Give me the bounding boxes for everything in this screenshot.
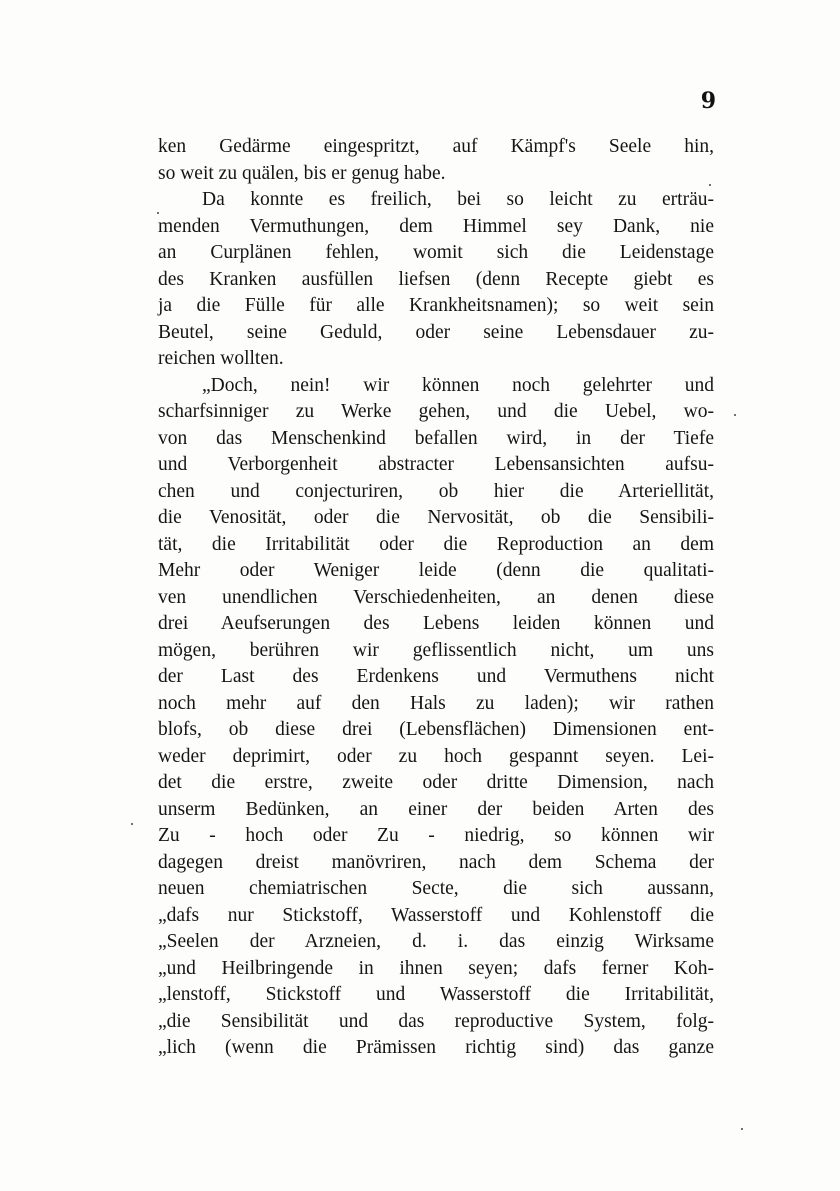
text-line: neuen chemiatrischen Secte, die sich aussann, xyxy=(158,878,714,899)
scan-speck xyxy=(131,823,133,825)
text-line: reichen wollten. xyxy=(158,348,284,369)
text-line: der Last des Erdenkens und Vermuthens nicht xyxy=(158,666,714,687)
text-line: „lich (wenn die Prämissen richtig sind) das ganze xyxy=(158,1037,714,1058)
text-line: von das Menschenkind befallen wird, in der Tiefe xyxy=(158,427,714,449)
text-line: die Venosität, oder die Nervosität, ob die Sensibili- xyxy=(158,507,714,528)
text-line: det die erstre, zweite oder dritte Dimension, nach xyxy=(158,772,714,793)
text-line: „Doch, nein! wir können noch gelehrter und xyxy=(202,374,714,396)
text-line: ken Gedärme eingespritzt, auf Kämpf's Seele hin, xyxy=(158,136,714,157)
text-line: des Kranken ausfüllen liefsen (denn Recepte giebt es xyxy=(158,268,714,290)
text-line: „Seelen der Arzneien, d. i. das einzig Wirksame xyxy=(158,931,714,952)
text-line: Beutel, seine Geduld, oder seine Lebensdauer zu- xyxy=(158,321,714,343)
text-line: unserm Bedünken, an einer der beiden Arten des xyxy=(158,798,714,820)
text-line: Da konnte es freilich, bei so leicht zu erträu- xyxy=(202,189,714,210)
scan-speck xyxy=(157,212,159,214)
text-line: Mehr oder Weniger leide (denn die qualitati- xyxy=(158,560,714,581)
text-line: menden Vermuthungen, dem Himmel sey Dank, nie xyxy=(158,215,714,237)
text-line: drei Aeufserungen des Lebens leiden können und xyxy=(158,613,714,634)
scan-speck xyxy=(709,184,711,186)
text-line: noch mehr auf den Hals zu laden); wir rathen xyxy=(158,692,714,714)
text-line: blofs, ob diese drei (Lebensflächen) Dimensionen ent- xyxy=(158,719,714,740)
text-line: tät, die Irritabilität oder die Reproduction an dem xyxy=(158,533,714,555)
scan-speck xyxy=(734,414,736,416)
text-line: und Verborgenheit abstracter Lebensansichten aufsu- xyxy=(158,454,714,475)
text-line: so weit zu quälen, bis er genug habe. xyxy=(158,162,446,184)
page-number: 9 xyxy=(700,88,716,114)
text-line: „lenstoff, Stickstoff und Wasserstoff die Irritabilität, xyxy=(158,984,714,1005)
text-line: weder deprimirt, oder zu hoch gespannt seyen. Lei- xyxy=(158,745,714,767)
text-line: ja die Fülle für alle Krankheitsnamen); so weit sein xyxy=(158,295,714,316)
text-line: „die Sensibilität und das reproductive System, folg- xyxy=(158,1010,714,1032)
text-line: mögen, berühren wir geflissentlich nicht, um uns xyxy=(158,639,714,661)
text-line: Zu - hoch oder Zu - niedrig, so können wir xyxy=(158,825,714,846)
text-line: „und Heilbringende in ihnen seyen; dafs ferner Koh- xyxy=(158,957,714,979)
text-line: scharfsinniger zu Werke gehen, und die Uebel, wo- xyxy=(158,401,714,422)
text-line: chen und conjecturiren, ob hier die Arteriellität, xyxy=(158,480,714,502)
text-line: ven unendlichen Verschiedenheiten, an denen diese xyxy=(158,586,714,608)
scan-speck xyxy=(741,1128,743,1130)
text-line: dagegen dreist manövriren, nach dem Schema der xyxy=(158,851,714,873)
body-text xyxy=(158,134,714,1062)
text-line: „dafs nur Stickstoff, Wasserstoff und Kohlenstoff die xyxy=(158,904,714,926)
text-line: an Curplänen fehlen, womit sich die Leidenstage xyxy=(158,242,714,263)
